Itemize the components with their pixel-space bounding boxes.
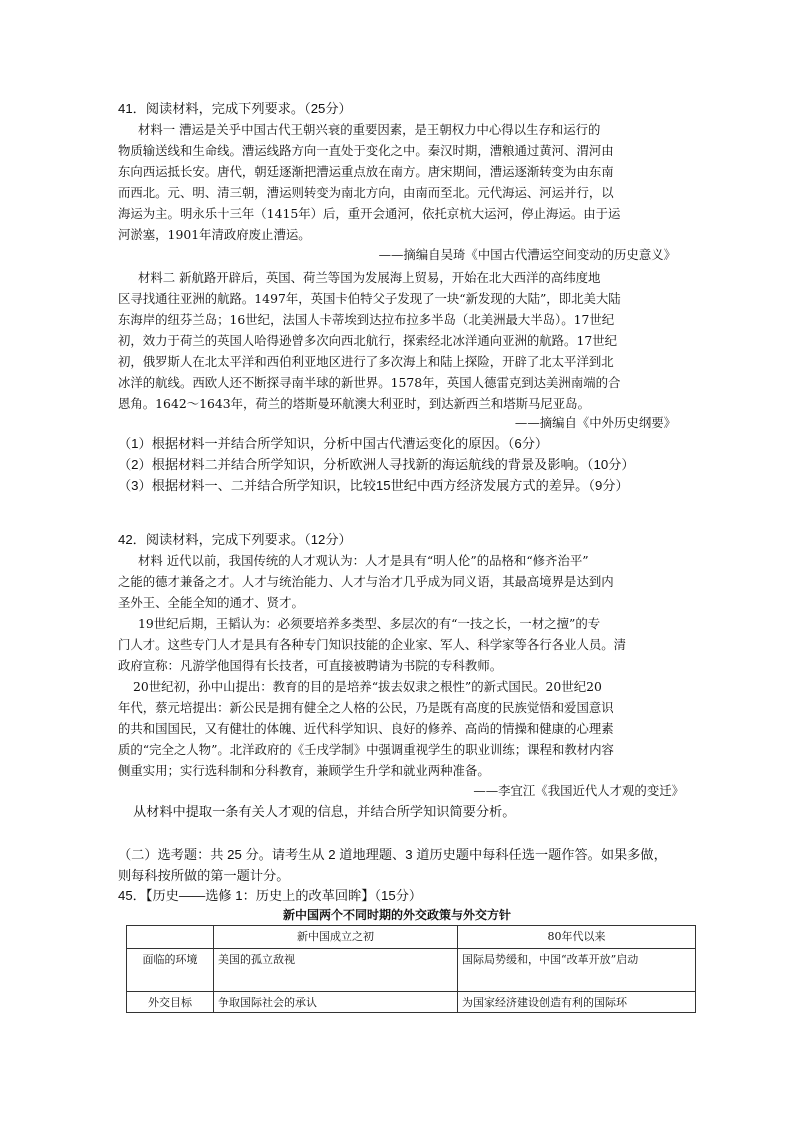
- q41-material2-line: 区寻找通往亚洲的航路。1497年，英国卡伯特父子发现了一块“新发现的大陆”，即北美大陆: [118, 291, 621, 306]
- policy-table: [126, 925, 696, 1013]
- q42-question: 从材料中提取一条有关人才观的信息，并结合所学知识简要分析。: [133, 804, 516, 819]
- q41-material2-line: 冰洋的航线。西欧人还不断探寻南半球的新世界。1578年，英国人德雷克到达美洲南端的合: [118, 375, 621, 390]
- table-cell: 争取国际社会的承认: [214, 992, 458, 1013]
- elective-instruction: 则每科按所做的第一题计分。: [118, 868, 290, 883]
- q42-material-line: 侧重实用；实行选科制和分科教育，兼顾学生升学和就业两种准备。: [118, 763, 490, 778]
- q41-title: 41．阅读材料，完成下列要求。（25分）: [118, 101, 352, 116]
- table-row-label: 面临的环境: [127, 949, 214, 992]
- table-cell: 美国的孤立敌视: [214, 949, 458, 992]
- q42-source: ——李宜江《我国近代人才观的变迁》: [473, 783, 684, 798]
- q42-material-line: 的共和国国民，又有健壮的体魄、近代科学知识、良好的修养、高尚的情操和健康的心理素: [118, 721, 614, 736]
- q42-material-line: 圣外王、全能全知的通才、贤才。: [118, 595, 304, 610]
- q41-material2-line: 恩角。1642～1643年，荷兰的塔斯曼环航澳大利亚时，到达新西兰和塔斯马尼亚岛。: [118, 396, 590, 411]
- q42-material-line: 20世纪初，孙中山提出：教育的目的是培养“拔去奴隶之根性”的新式国民。20世纪20: [133, 679, 602, 694]
- q41-material1-line: 海运为主。明永乐十三年（1415年）后，重开会通河，依托京杭大运河，停止海运。由于运: [118, 206, 621, 221]
- q42-material-line: 质的“完全之人物”。北洋政府的《壬戌学制》中强调重视学生的职业训练；课程和教材内容: [118, 742, 614, 757]
- q42-material-line: 政府宣称：凡游学他国得有长技者，可直接被聘请为书院的专科教师。: [118, 658, 503, 673]
- q41-material2-line: 初，效力于荷兰的英国人哈得逊曾多次向西北航行，探索经北冰洋通向亚洲的航路。17世纪: [118, 333, 618, 348]
- q41-material2-line: 材料二 新航路开辟后，英国、荷兰等国为发展海上贸易，开始在北大西洋的高纬度地: [138, 270, 601, 285]
- q41-material1-line: 材料一 漕运是关乎中国古代王朝兴衰的重要因素，是王朝权力中心得以生存和运行的: [138, 122, 601, 137]
- table-header-cell: 80年代以来: [458, 926, 696, 949]
- q41-material1-line: 东向西运抵长安。唐代，朝廷逐渐把漕运重点放在南方。唐宋期间，漕运逐渐转变为由东南: [118, 164, 614, 179]
- table-title: 新中国两个不同时期的外交政策与外交方针: [282, 908, 511, 922]
- q42-material-line: 材料 近代以前，我国传统的人才观认为：人才是具有“明人伦”的品格和“修齐治平”: [138, 553, 589, 568]
- q42-material-line: 之能的德才兼备之才。人才与统治能力、人才与治才几乎成为同义语，其最高境界是达到内: [118, 574, 614, 589]
- q41-material1-source: ——摘编自吴琦《中国古代漕运空间变动的历史意义》: [378, 247, 676, 262]
- q41-subquestion: （1）根据材料一并结合所学知识，分析中国古代漕运变化的原因。（6分）: [118, 436, 549, 451]
- q42-material-line: 门人才。这些专门人才是具有各种专门知识技能的企业家、军人、科学家等各行各业人员。清: [118, 637, 627, 652]
- q41-subquestion: （3）根据材料一、二并结合所学知识，比较15世纪中西方经济发展方式的差异。（9分）: [118, 478, 629, 493]
- table-cell: 国际局势缓和，中国“改革开放”启动: [458, 949, 696, 992]
- table-row: [127, 992, 696, 1013]
- table-header-cell: 新中国成立之初: [214, 926, 458, 949]
- q41-material2-line: 东海岸的纽芬兰岛；16世纪，法国人卡蒂埃到达拉布拉多半岛（北美洲最大半岛）。17世纪: [118, 312, 615, 327]
- q41-material1-line: 物质输送线和生命线。漕运线路方向一直处于变化之中。秦汉时期，漕粮通过黄河、渭河由: [118, 143, 614, 158]
- q41-subquestion: （2）根据材料二并结合所学知识，分析欧洲人寻找新的海运航线的背景及影响。（10分）: [118, 457, 635, 472]
- table-header-cell: [127, 926, 214, 949]
- q45-title: 45．【历史——选修 1：历史上的改革回眸】（15分）: [118, 888, 423, 903]
- q42-material-line: 19世纪后期，王韬认为：必须要培养多类型、多层次的有“一技之长，一材之擅”的专: [138, 616, 601, 631]
- q41-material1-line: 河淤塞，1901年清政府废止漕运。: [118, 227, 311, 242]
- table-row: [127, 949, 696, 992]
- q42-material-line: 年代，蔡元培提出：新公民是拥有健全之人格的公民，乃是既有高度的民族觉悟和爱国意识: [118, 700, 614, 715]
- table-cell: 为国家经济建设创造有利的国际环: [458, 992, 696, 1013]
- q41-material2-line: 初，俄罗斯人在北太平洋和西伯利亚地区进行了多次海上和陆上探险，开辟了北太平洋到北: [118, 354, 614, 369]
- q41-material1-line: 而西北。元、明、清三朝，漕运则转变为南北方向，由南而至北。元代海运、河运并行，以: [118, 185, 614, 200]
- table-header-row: [127, 926, 696, 949]
- q41-material2-source: ——摘编自《中外历史纲要》: [514, 415, 676, 430]
- q42-title: 42．阅读材料，完成下列要求。（12分）: [118, 532, 352, 547]
- table-row-label: 外交目标: [127, 992, 214, 1013]
- elective-instruction: （二）选考题：共 25 分。请考生从 2 道地理题、3 道历史题中每科任选一题作答。如果多做，: [118, 847, 667, 862]
